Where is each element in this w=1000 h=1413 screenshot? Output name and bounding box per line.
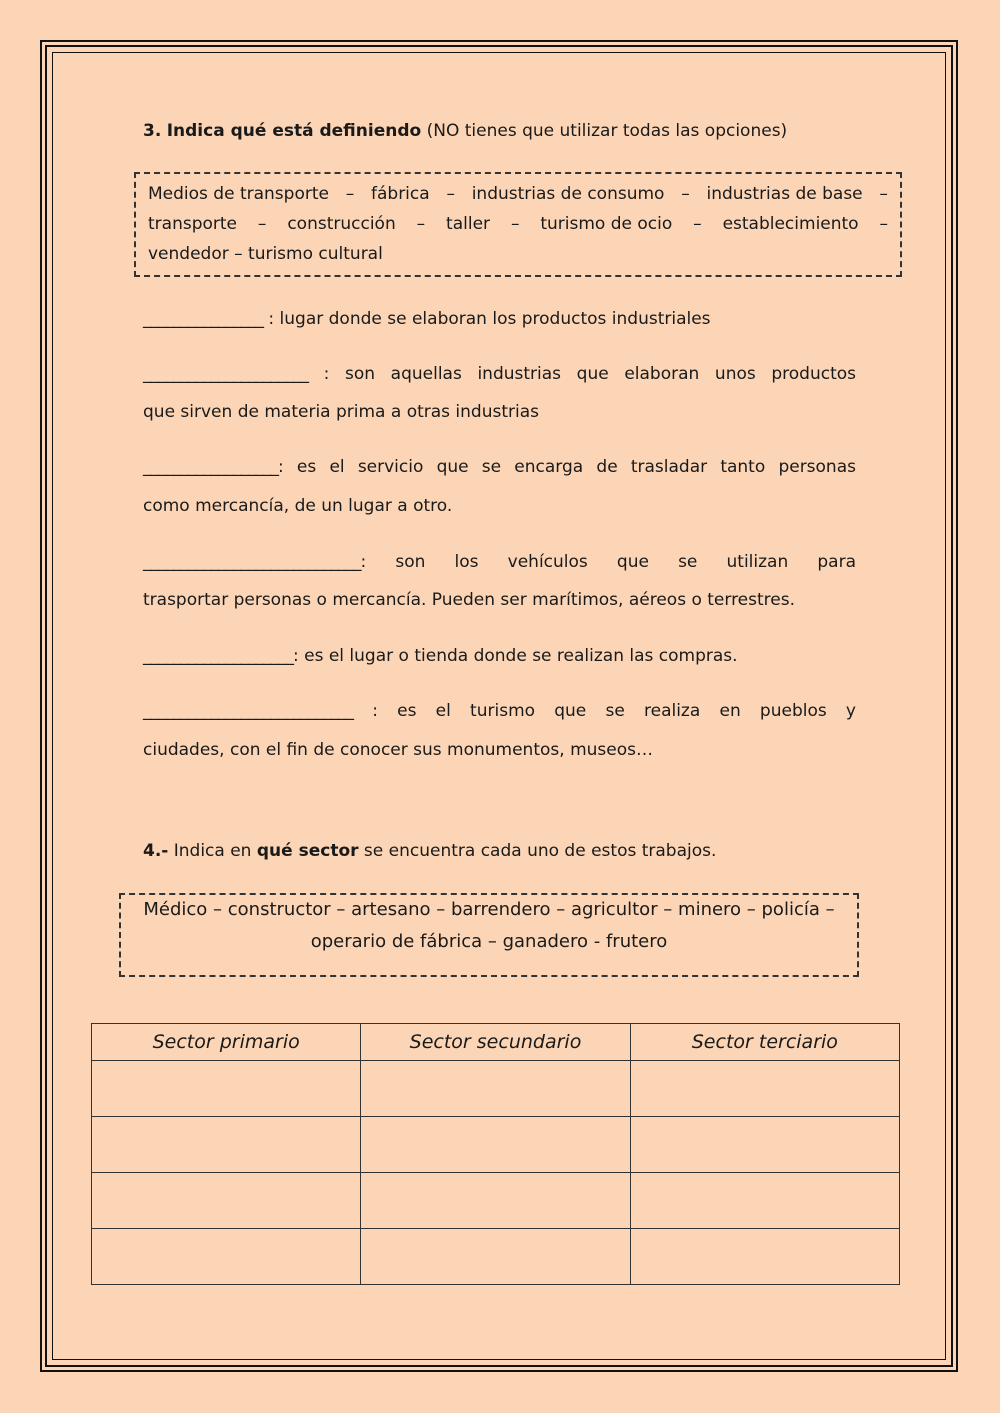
answer-blank[interactable]: _____________________________ (143, 552, 361, 572)
definition-1 (143, 309, 856, 329)
table-cell[interactable] (361, 1229, 630, 1285)
word-bank-3-line-1 (148, 184, 888, 204)
table-row (92, 1117, 900, 1173)
definition-2 (143, 364, 856, 384)
exercise-3-number: 3. (143, 121, 162, 141)
table-cell[interactable] (361, 1061, 630, 1117)
definition-text: : son los vehículos que se utilizan para (360, 552, 856, 572)
definition-3 (143, 457, 856, 477)
exercise-3-title (143, 121, 787, 141)
definition-text: : son aquellas industrias que elaboran unos productos (308, 364, 856, 384)
word-bank-option: turismo de ocio (540, 214, 673, 234)
definition-6-continuation: ciudades, con el fin de conocer sus monumentos, museos… (143, 740, 653, 760)
word-bank-option: construcción (287, 214, 396, 234)
word-bank-4-line-1: Médico – constructor – artesano – barrendero – agricultor – minero – policía – (143, 899, 835, 920)
exercise-4-title-rest: se encuentra cada uno de estos trabajos. (363, 841, 717, 861)
definition-4 (143, 552, 856, 572)
word-bank-option: transporte (148, 214, 238, 234)
word-bank-option: establecimiento (722, 214, 859, 234)
header-sector-secundario: Sector secundario (361, 1024, 630, 1061)
sector-table (91, 1023, 900, 1285)
exercise-3-title-bold: Indica qué está definiendo (166, 121, 422, 141)
answer-blank[interactable]: ____________________ (143, 646, 293, 666)
definition-text: : es el lugar o tienda donde se realizan las compras. (293, 646, 738, 666)
separator: – (345, 184, 355, 204)
separator: – (693, 214, 702, 234)
word-bank-option: industrias de consumo (471, 184, 665, 204)
definition-text: : es el turismo que se realiza en pueblos y (353, 701, 856, 721)
table-cell[interactable] (630, 1117, 899, 1173)
answer-blank[interactable]: ____________________________ (143, 701, 353, 721)
table-row (92, 1061, 900, 1117)
word-bank-option: fábrica (371, 184, 430, 204)
answer-blank[interactable]: __________________ (143, 457, 278, 477)
word-bank-option: taller (446, 214, 491, 234)
table-cell[interactable] (630, 1229, 899, 1285)
header-sector-primario: Sector primario (92, 1024, 361, 1061)
table-cell[interactable] (92, 1117, 361, 1173)
separator: – (446, 184, 455, 204)
separator: – (681, 184, 690, 204)
definition-text: : es el servicio que se encarga de trasladar tanto personas (278, 457, 856, 477)
exercise-4-title (143, 841, 716, 861)
answer-blank[interactable]: ________________ (143, 309, 263, 329)
answer-blank[interactable]: ______________________ (143, 364, 308, 384)
definition-2-continuation: que sirven de materia prima a otras industrias (143, 402, 539, 422)
exercise-4-title-pre: Indica en (173, 841, 252, 861)
word-bank-4-line-2: operario de fábrica – ganadero - frutero (310, 931, 668, 952)
word-bank-option: industrias de base (706, 184, 863, 204)
separator: – (510, 214, 520, 234)
table-row (92, 1229, 900, 1285)
word-bank-option: Medios de transporte (148, 184, 329, 204)
exercise-4-title-bold: qué sector (256, 841, 359, 861)
table-cell[interactable] (92, 1061, 361, 1117)
table-cell[interactable] (630, 1173, 899, 1229)
word-bank-3-line-3: vendedor – turismo cultural (148, 244, 383, 264)
separator: – (879, 214, 888, 234)
definition-text: : lugar donde se elaboran los productos industriales (263, 309, 711, 329)
table-cell[interactable] (92, 1173, 361, 1229)
table-cell[interactable] (92, 1229, 361, 1285)
table-cell[interactable] (630, 1061, 899, 1117)
table-header-row (92, 1024, 900, 1061)
definition-5 (143, 646, 856, 666)
table-cell[interactable] (361, 1173, 630, 1229)
word-bank-3-line-2 (148, 214, 888, 234)
table-row (92, 1173, 900, 1229)
exercise-3-title-rest: (NO tienes que utilizar todas las opciones) (426, 121, 788, 141)
exercise-4-number: 4.- (143, 841, 169, 861)
table-cell[interactable] (361, 1117, 630, 1173)
definition-6 (143, 701, 856, 721)
header-sector-terciario: Sector terciario (630, 1024, 899, 1061)
separator: – (416, 214, 426, 234)
separator: – (257, 214, 267, 234)
definition-4-continuation: trasportar personas o mercancía. Pueden ser marítimos, aéreos o terrestres. (143, 590, 796, 610)
definition-3-continuation: como mercancía, de un lugar a otro. (143, 496, 453, 516)
separator: – (879, 184, 888, 204)
